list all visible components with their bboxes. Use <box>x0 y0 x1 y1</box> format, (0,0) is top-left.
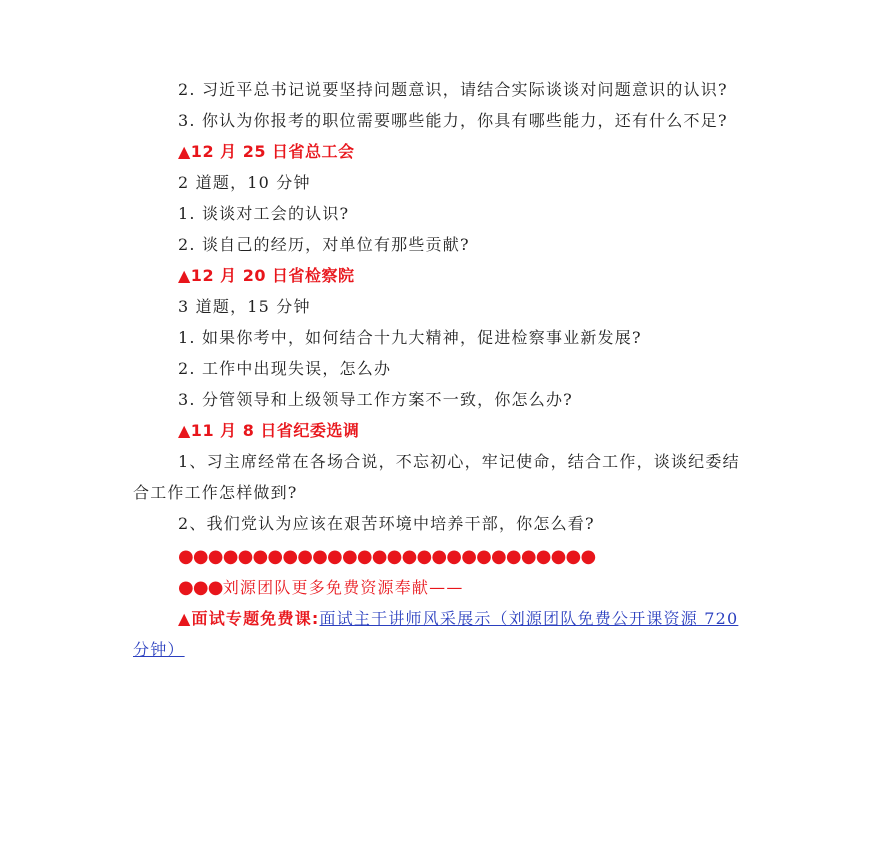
section-heading-provincial-union: ▲12 月 25 日省总工会 <box>178 142 355 161</box>
question-item: 2、我们党认为应该在艰苦环境中培养干部，你怎么看? <box>178 514 595 533</box>
question-item: 3. 分管领导和上级领导工作方案不一致，你怎么办? <box>178 390 573 409</box>
promo-dots: ●●● <box>178 577 223 598</box>
document-content <box>133 74 743 665</box>
section-meta: 3 道题，15 分钟 <box>178 297 311 316</box>
section-heading-procuratorate: ▲12 月 20 日省检察院 <box>178 266 355 285</box>
red-dots-divider: ●●●●●●●●●●●●●●●●●●●●●●●●●●●● <box>178 546 596 567</box>
question-item: 1、习主席经常在各场合说，不忘初心，牢记使命，结合工作，谈谈纪委结合工作工作怎样做到? <box>133 452 740 502</box>
free-course-line <box>133 603 743 665</box>
section-heading-discipline-commission: ▲11 月 8 日省纪委选调 <box>178 421 360 440</box>
question-item: 1. 谈谈对工会的认识? <box>178 204 350 223</box>
free-course-link[interactable]: 面试主干讲师风采展示（刘源团队免费公开课资源 720 分钟） <box>133 609 739 659</box>
promo-line <box>133 572 743 603</box>
free-course-label: ▲面试专题免费课 <box>178 609 312 628</box>
question-item: 2. 工作中出现失误，怎么办 <box>178 359 392 378</box>
free-course-separator: : <box>311 609 320 628</box>
section-meta: 2 道题，10 分钟 <box>178 173 311 192</box>
question-item: 2. 习近平总书记说要坚持问题意识，请结合实际谈谈对问题意识的认识? <box>178 80 728 99</box>
question-item: 2. 谈自己的经历，对单位有那些贡献? <box>178 235 470 254</box>
question-item: 1. 如果你考中，如何结合十九大精神，促进检察事业新发展? <box>178 328 642 347</box>
question-item: 3. 你认为你报考的职位需要哪些能力，你具有哪些能力，还有什么不足? <box>178 111 728 130</box>
promo-text: 刘源团队更多免费资源奉献—— <box>222 578 464 597</box>
